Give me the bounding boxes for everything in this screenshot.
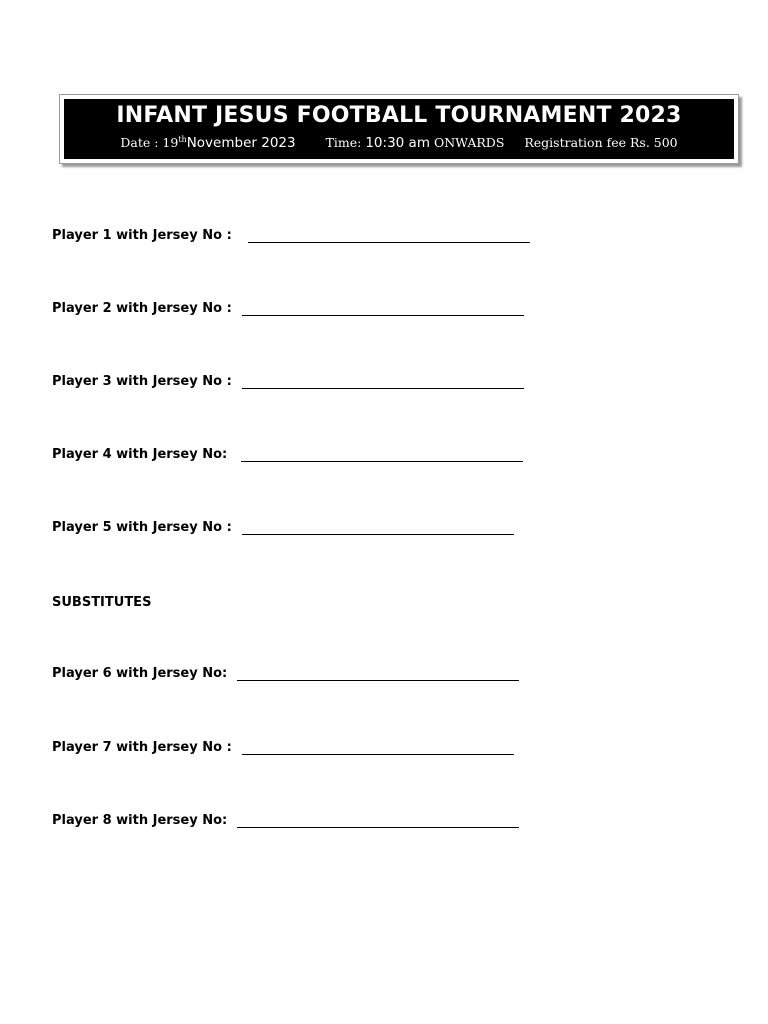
player-2-entry-line[interactable] — [242, 301, 524, 316]
player-8-row — [52, 813, 519, 828]
player-2-row — [52, 301, 524, 316]
player-8-entry-line[interactable] — [237, 813, 519, 828]
player-5-label: Player 5 with Jersey No : — [52, 520, 232, 535]
player-4-label: Player 4 with Jersey No: — [52, 447, 228, 462]
player-1-entry-line[interactable] — [248, 228, 530, 243]
player-7-entry-line[interactable] — [242, 740, 514, 755]
date-day: 19 — [162, 135, 179, 150]
event-details — [64, 135, 734, 151]
date-label: Date : — [120, 135, 163, 150]
player-1-row — [52, 228, 530, 243]
player-4-row — [52, 447, 523, 462]
time-value: 10:30 am — [365, 135, 430, 151]
player-5-row — [52, 520, 514, 535]
date-month-year: November 2023 — [186, 135, 296, 151]
player-6-label: Player 6 with Jersey No: — [52, 666, 228, 681]
player-4-entry-line[interactable] — [241, 447, 523, 462]
player-6-row — [52, 666, 519, 681]
player-5-entry-line[interactable] — [242, 520, 514, 535]
substitutes-heading: SUBSTITUTES — [52, 595, 152, 610]
player-8-label: Player 8 with Jersey No: — [52, 813, 228, 828]
player-3-row — [52, 374, 524, 389]
tournament-title: INFANT JESUS FOOTBALL TOURNAMENT 2023 — [116, 103, 682, 128]
registration-fee: Registration fee Rs. 500 — [524, 135, 678, 150]
player-3-entry-line[interactable] — [242, 374, 524, 389]
time-label: Time: — [325, 135, 366, 150]
title-banner-inner — [64, 99, 734, 159]
player-7-label: Player 7 with Jersey No : — [52, 740, 232, 755]
player-6-entry-line[interactable] — [237, 666, 519, 681]
player-3-label: Player 3 with Jersey No : — [52, 374, 232, 389]
date-suffix: th — [178, 135, 187, 144]
player-7-row — [52, 740, 514, 755]
player-1-label: Player 1 with Jersey No : — [52, 228, 232, 243]
time-suffix: ONWARDS — [429, 135, 505, 150]
player-2-label: Player 2 with Jersey No : — [52, 301, 232, 316]
title-banner — [59, 94, 739, 164]
